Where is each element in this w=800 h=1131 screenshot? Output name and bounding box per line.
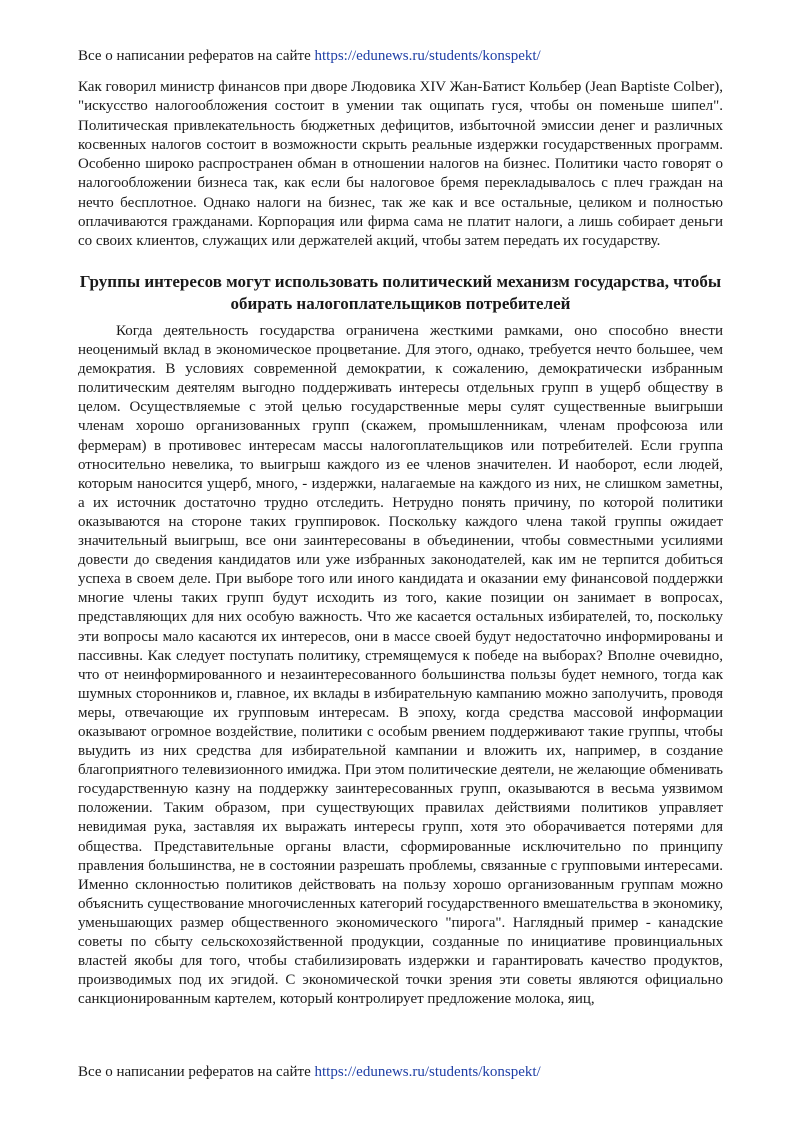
page-footer bbox=[78, 1063, 541, 1082]
header-text: Все о написании рефератов на сайте bbox=[78, 48, 315, 64]
footer-text: Все о написании рефератов на сайте bbox=[78, 1064, 315, 1080]
section-heading: Группы интересов могут использовать политический механизм государства, чтобы обирать налогоплательщиков потребителей bbox=[79, 272, 722, 313]
header-link[interactable]: https://edunews.ru/students/konspekt/ bbox=[314, 48, 541, 64]
main-paragraph: Когда деятельность государства ограничена жесткими рамками, оно способно внести неоценимый вклад в экономическое процветание. Для этого, однако, требуется нечто большее, чем демократия. В условиях современной демократии, к сожалению, демократически избранным политическим деятелям выгодно поддерживать интересы отдельных групп в ущерб обществу в целом. Осуществляемые с этой целью государственные меры сулят существенные выигрыши членам хорошо организованных групп (скажем, промышленникам, членам профсоюза или фермерам) в противовес интересам массы налогоплательщиков или потребителей. Если группа относительно невелика, то выигрыш каждого из ее членов значителен. И наоборот, если людей, которым наносится ущерб, много, - издержки, налагаемые на каждого из них, не слишком заметны, а их источник достаточно трудно отследить. Нетрудно понять причину, по которой политики оказываются на стороне таких группировок. Поскольку каждого члена такой группы ожидает значительный выигрыш, все они заинтересованы в объединении, чтобы совместными усилиями довести до сведения кандидатов или уже избранных законодателей, как им не терпится добиться успеха в своем деле. При выборе того или иного кандидата и оказании ему финансовой поддержки многие члены таких групп будут исходить из того, какие позиции он занимает в вопросах, представляющих для них особую важность. Что же касается остальных избирателей, то, поскольку эти вопросы мало касаются их интересов, они в массе своей будут недостаточно информированы и пассивны. Как следует поступать политику, стремящемуся к победе на выборах? Вполне очевидно, что от неинформированного и незаинтересованного большинства пользы будет немного, тогда как шумных сторонников и, главное, их вклады в избирательную кампанию можно заполучить, проводя меры, отвечающие их групповым интересам. В эпоху, когда средства массовой информации оказывают огромное воздействие, политики с особым рвением поддерживают такие группы, чтобы выудить из них средства для избирательной кампании и вложить их, например, в создание благоприятного телевизионного имиджа. При этом политические деятели, не желающие обменивать государственную казну на поддержку заинтересованных групп, оказываются в весьма уязвимом положении. Таким образом, при существующих правилах действиями политиков управляет невидимая рука, заставляя их выражать интересы групп, хотя это оборачивается потерями для общества. Представительные органы власти, сформированные исключительно по принципу правления большинства, не в состоянии разрешать проблемы, связанные с групповыми интересами. Именно склонностью политиков действовать на пользу хорошо организованным группам можно объяснить существование многочисленных категорий государственного вмешательства в экономику, уменьшающих размер общественного экономического "пирога". Наглядный пример - канадские советы по сбыту сельскохозяйственной продукции, созданные по инициативе провинциальных властей якобы для того, чтобы стабилизировать издержки и гарантировать качество продуктов, производимых под их эгидой. С экономической точки зрения эти советы являются официально санкционированным картелем, который контролирует предложение молока, яиц, bbox=[78, 323, 723, 1008]
page-header bbox=[78, 47, 541, 66]
footer-link[interactable]: https://edunews.ru/students/konspekt/ bbox=[314, 1064, 541, 1080]
intro-paragraph: Как говорил министр финансов при дворе Людовика XIV Жан-Батист Кольбер (Jean Baptiste Colber), "искусство налогообложения состоит в умении так ощипать гуся, чтобы он поменьше шипел". Политическая привлекательность бюджетных дефицитов, избыточной эмиссии денег и различных косвенных налогов состоит в возможности скрыть реальные издержки государственных программ. Особенно широко распространен обман в отношении налогов на бизнес. Политики часто говорят о налогообложении бизнеса так, как если бы налоговое бремя перекладывалось с плеч граждан на нечто бесплотное. Однако налоги на бизнес, так же как и все остальные, целиком и полностью оплачиваются гражданами. Корпорация или фирма сама не платит налоги, а лишь собирает деньги со своих клиентов, служащих или держателей акций, чтобы затем передать их государству. bbox=[78, 79, 723, 250]
